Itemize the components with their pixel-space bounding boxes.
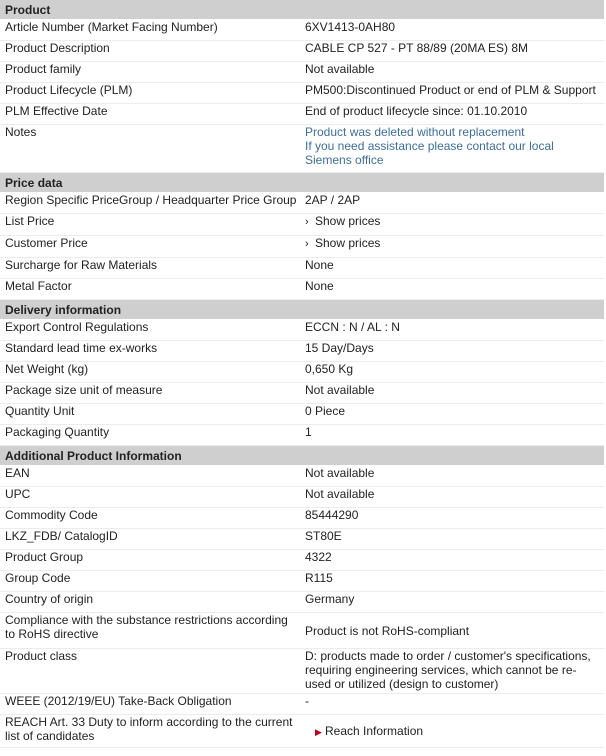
triangle-right-icon: ▶	[315, 726, 322, 737]
row-label	[0, 613, 300, 649]
row-label: Group Code	[0, 571, 300, 592]
row-label: Metal Factor	[0, 279, 300, 300]
row-label: Commodity Code	[0, 508, 300, 529]
table-row	[0, 508, 604, 529]
section-title: Product	[0, 0, 604, 20]
row-label: Region Specific PriceGroup / Headquarter Price Group	[0, 193, 300, 214]
table-row	[0, 404, 604, 425]
row-value: ECCN : N / AL : N	[300, 320, 604, 341]
row-value: None	[300, 258, 604, 279]
table-row	[0, 236, 604, 258]
value-line: D: products made to order / customer's specifications,	[305, 649, 591, 663]
label-line: list of candidates	[5, 729, 95, 743]
show-prices-link[interactable]: Show prices	[315, 214, 381, 228]
row-label: Standard lead time ex-works	[0, 341, 300, 362]
row-value: ST80E	[300, 529, 604, 550]
table-row	[0, 258, 604, 279]
note-office-link[interactable]: Siemens office	[305, 153, 384, 167]
row-label: Net Weight (kg)	[0, 362, 300, 383]
row-label	[0, 715, 300, 748]
row-label: Export Control Regulations	[0, 320, 300, 341]
row-label: PLM Effective Date	[0, 104, 300, 125]
table-row	[0, 62, 604, 83]
customer-price-value[interactable]	[300, 236, 604, 258]
row-label: Notes	[0, 125, 300, 173]
list-price-value[interactable]	[300, 214, 604, 236]
table-row	[0, 20, 604, 41]
section-title: Delivery information	[0, 300, 604, 320]
row-label: Surcharge for Raw Materials	[0, 258, 300, 279]
table-row	[0, 83, 604, 104]
row-value: 0 Piece	[300, 404, 604, 425]
row-value: Not available	[300, 62, 604, 83]
row-value: 0,650 Kg	[300, 362, 604, 383]
section-title: Additional Product Information	[0, 446, 604, 466]
table-row	[0, 320, 604, 341]
row-value: R115	[300, 571, 604, 592]
table-row	[0, 425, 604, 446]
row-label: Product class	[0, 649, 300, 694]
reach-information-link[interactable]: Reach Information	[325, 723, 424, 738]
row-value: End of product lifecycle since: 01.10.2010	[300, 104, 604, 125]
row-value: 15 Day/Days	[300, 341, 604, 362]
row-label: Country of origin	[0, 592, 300, 613]
table-row-product-class	[0, 649, 604, 694]
row-label: List Price	[0, 214, 300, 236]
table-row	[0, 550, 604, 571]
section-header-price	[0, 173, 604, 193]
row-value: Not available	[300, 383, 604, 404]
table-row	[0, 214, 604, 236]
row-label: Product Description	[0, 41, 300, 62]
table-row	[0, 104, 604, 125]
label-line: REACH Art. 33 Duty to inform according to the current	[5, 715, 293, 729]
table-row-rohs	[0, 613, 604, 649]
row-value: 1	[300, 425, 604, 446]
row-value: Not available	[300, 466, 604, 487]
table-row	[0, 487, 604, 508]
value-line: used or utilized (design to customer)	[305, 677, 499, 691]
table-row	[0, 571, 604, 592]
row-value: PM500:Discontinued Product or end of PLM & Support	[300, 83, 604, 104]
table-row	[0, 279, 604, 300]
rohs-value: Product is not RoHS-compliant	[305, 623, 470, 638]
table-row-reach	[0, 715, 604, 748]
chevron-right-icon: ›	[305, 216, 309, 228]
row-label: Packaging Quantity	[0, 425, 300, 446]
section-header-product	[0, 0, 604, 20]
row-label: Product family	[0, 62, 300, 83]
section-header-delivery	[0, 300, 604, 320]
row-value: Germany	[300, 592, 604, 613]
section-header-additional	[0, 446, 604, 466]
reach-value[interactable]	[300, 715, 604, 748]
table-row	[0, 529, 604, 550]
table-row-notes	[0, 125, 604, 173]
row-label: Quantity Unit	[0, 404, 300, 425]
row-label: EAN	[0, 466, 300, 487]
note-deleted-link[interactable]: Product was deleted without replacement	[305, 125, 525, 139]
row-label: Article Number (Market Facing Number)	[0, 20, 300, 41]
product-class-value	[300, 649, 604, 694]
table-row	[0, 193, 604, 214]
row-label: Package size unit of measure	[0, 383, 300, 404]
row-label: Product Group	[0, 550, 300, 571]
note-contact-link[interactable]: If you need assistance please contact our local	[305, 139, 554, 153]
label-line: Compliance with the substance restrictions according	[5, 613, 288, 627]
notes-value	[300, 125, 604, 173]
table-row	[0, 694, 604, 715]
chevron-right-icon: ›	[305, 238, 309, 250]
row-label: LKZ_FDB/ CatalogID	[0, 529, 300, 550]
row-value: 85444290	[300, 508, 604, 529]
row-value: None	[300, 279, 604, 300]
row-value	[300, 613, 604, 649]
table-row	[0, 383, 604, 404]
label-line: to RoHS directive	[5, 627, 99, 641]
value-line: requiring engineering services, which cannot be re-	[305, 663, 577, 677]
row-value: 2AP / 2AP	[300, 193, 604, 214]
row-value: CABLE CP 527 - PT 88/89 (20MA ES) 8M	[300, 41, 604, 62]
row-value: 4322	[300, 550, 604, 571]
show-prices-link[interactable]: Show prices	[315, 236, 381, 250]
table-row	[0, 341, 604, 362]
table-row	[0, 362, 604, 383]
row-label: Product Lifecycle (PLM)	[0, 83, 300, 104]
table-row	[0, 592, 604, 613]
row-label: WEEE (2012/19/EU) Take-Back Obligation	[0, 694, 300, 715]
row-value: Not available	[300, 487, 604, 508]
row-value: -	[300, 694, 604, 715]
table-row	[0, 41, 604, 62]
table-row	[0, 466, 604, 487]
row-label: UPC	[0, 487, 300, 508]
row-value: 6XV1413-0AH80	[300, 20, 604, 41]
row-label: Customer Price	[0, 236, 300, 258]
section-title: Price data	[0, 173, 604, 193]
